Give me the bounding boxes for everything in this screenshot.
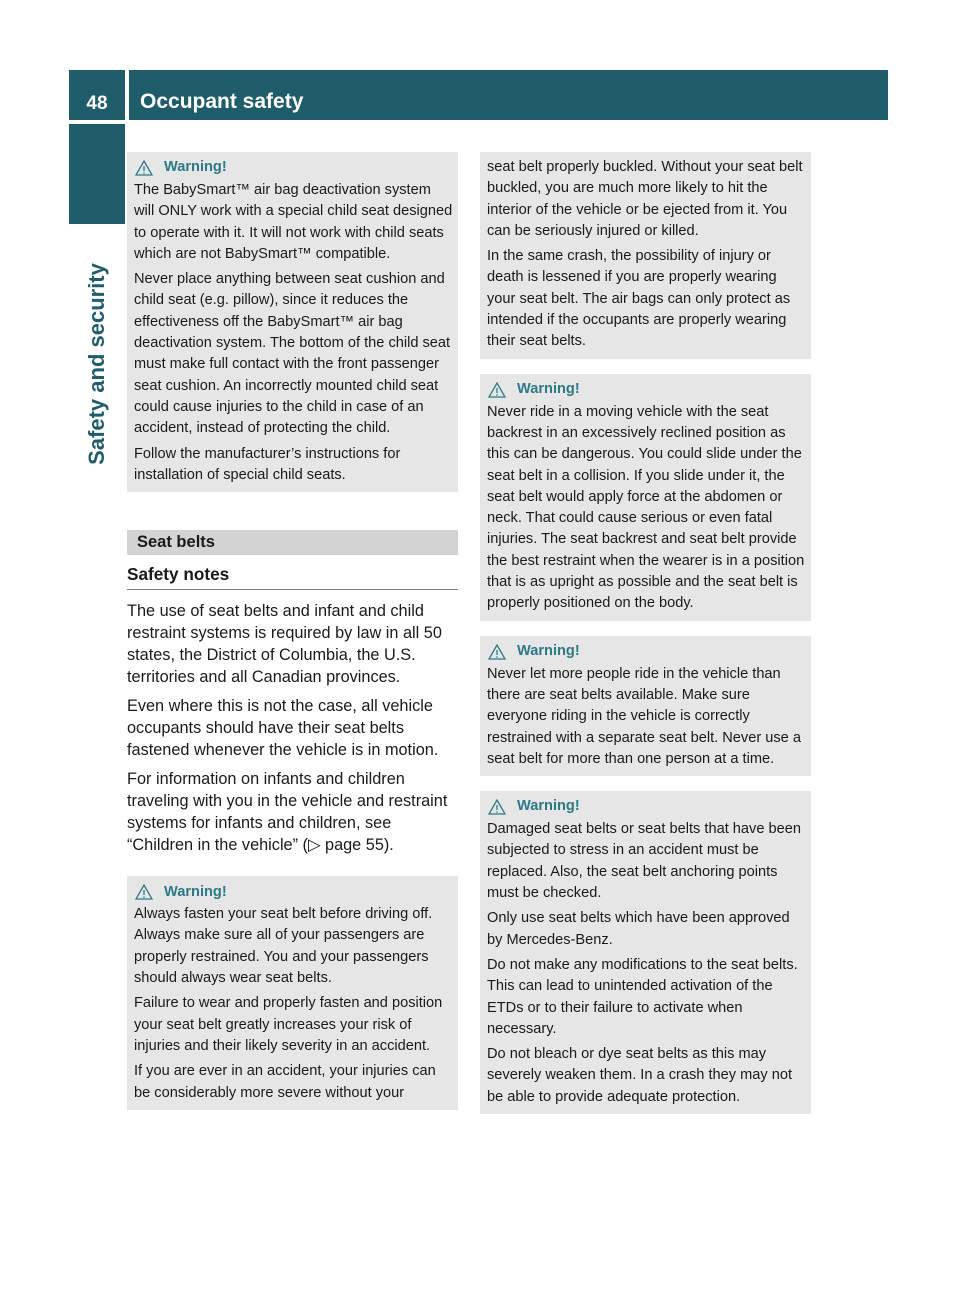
warning-box-occupancy — [480, 636, 811, 776]
warning-paragraph: In the same crash, the possibility of injury or death is lessened if you are properly wearing your seat belt. The air bags can only protect as intended if the occupants are properly wearing their seat belts. — [487, 248, 791, 350]
warning-paragraph: Damaged seat belts or seat belts that have been subjected to stress in an accident must be replaced. Also, the seat belt anchoring points must be checked. — [487, 821, 801, 902]
warning-box-fasten-belt — [127, 876, 458, 1110]
page-number: 48 — [69, 70, 125, 120]
page-title: Occupant safety — [129, 70, 888, 120]
warning-triangle-icon — [135, 884, 153, 900]
warning-paragraph: Do not bleach or dye seat belts as this may severely weaken them. In a crash they may not be able to provide adequate protection. — [487, 1046, 792, 1105]
warning-paragraph: seat belt properly buckled. Without your seat belt buckled, you are much more likely to hit the interior of the vehicle or be ejected from it. You can be seriously injured or killed. — [487, 159, 803, 239]
warning-box-damaged-belts — [480, 791, 811, 1114]
warning-heading — [134, 881, 454, 903]
warning-box-babysmart — [127, 152, 458, 492]
right-column — [480, 152, 811, 1114]
warning-triangle-icon — [488, 799, 506, 815]
warning-paragraph: Always fasten your seat belt before driving off. Always make sure all of your passengers are properly restrained. You and your passengers should always wear seat belts. — [134, 906, 433, 987]
warning-label: Warning! — [164, 159, 227, 176]
warning-heading — [487, 796, 807, 818]
warning-paragraph: Failure to wear and properly fasten and position your seat belt greatly increases your risk of injuries and their likely severity in an accident. — [134, 995, 443, 1054]
warning-triangle-icon — [488, 644, 506, 660]
warning-paragraph: Follow the manufacturer’s instructions for installation of special child seats. — [134, 445, 401, 483]
subsection-title: Safety notes — [127, 555, 458, 590]
warning-heading — [134, 157, 454, 179]
warning-label: Warning! — [517, 381, 580, 398]
warning-triangle-icon — [488, 382, 506, 398]
warning-paragraph: Do not make any modifications to the seat belts. This can lead to unintended activation of the ETDs or to their failure to activate when necessary. — [487, 956, 798, 1037]
warning-label: Warning! — [164, 883, 227, 900]
warning-triangle-icon — [135, 160, 153, 176]
side-tab-label — [69, 224, 125, 504]
warning-paragraph: The BabySmart™ air bag deactivation system will ONLY work with a special child seat designed to operate with it. It will not work with child seats which are not BabySmart™ compatible. — [134, 182, 453, 262]
section-title: Seat belts — [127, 530, 458, 555]
warning-label: Warning! — [517, 642, 580, 659]
warning-box-reclined-backrest — [480, 374, 811, 621]
side-tab-text: Safety and security — [84, 263, 109, 465]
warning-label: Warning! — [517, 798, 580, 815]
body-paragraph: Even where this is not the case, all vehicle occupants should have their seat belts fastened whenever the vehicle is in motion. — [127, 697, 439, 760]
body-paragraph: The use of seat belts and infant and child restraint systems is required by law in all 50 states, the District of Columbia, the U.S. territories and all Canadian provinces. — [127, 602, 442, 687]
warning-box-continued — [480, 152, 811, 359]
body-paragraph-page-reference: For information on infants and children traveling with you in the vehicle and restraint systems for infants and children, see “Children in the vehicle” (▷ page 55). — [127, 770, 448, 855]
side-tab-marker — [69, 124, 125, 224]
warning-paragraph: Only use seat belts which have been approved by Mercedes-Benz. — [487, 910, 790, 948]
warning-paragraph: If you are ever in an accident, your injuries can be considerably more severe without your — [134, 1063, 436, 1101]
warning-paragraph: Never place anything between seat cushion and child seat (e.g. pillow), since it reduces the effectiveness off the BabySmart™ air bag deactivation system. The bottom of the child seat must make full contact with the front passenger seat cushion. An incorrectly mounted child seat could cause injuries to the child in case of an accident, instead of protecting the child. — [134, 271, 451, 437]
warning-heading — [487, 641, 807, 663]
warning-paragraph: Never let more people ride in the vehicle than there are seat belts available. Make sure everyone riding in the vehicle is correctly restrained with a separate seat belt. Never use a seat belt for more than one person at a time. — [487, 665, 801, 767]
warning-heading — [487, 379, 807, 401]
warning-paragraph: Never ride in a moving vehicle with the seat backrest in an excessively reclined position as this can be dangerous. You could slide under the seat belt in a collision. If you slide under it, the seat belt would apply force at the abdomen or neck. That could cause serious or even fatal injuries. The seat backrest and seat belt provide the best restraint when the wearer is in a position that is as upright as possible and the seat belt is properly positioned on the body. — [487, 403, 805, 612]
left-column — [127, 152, 458, 1110]
